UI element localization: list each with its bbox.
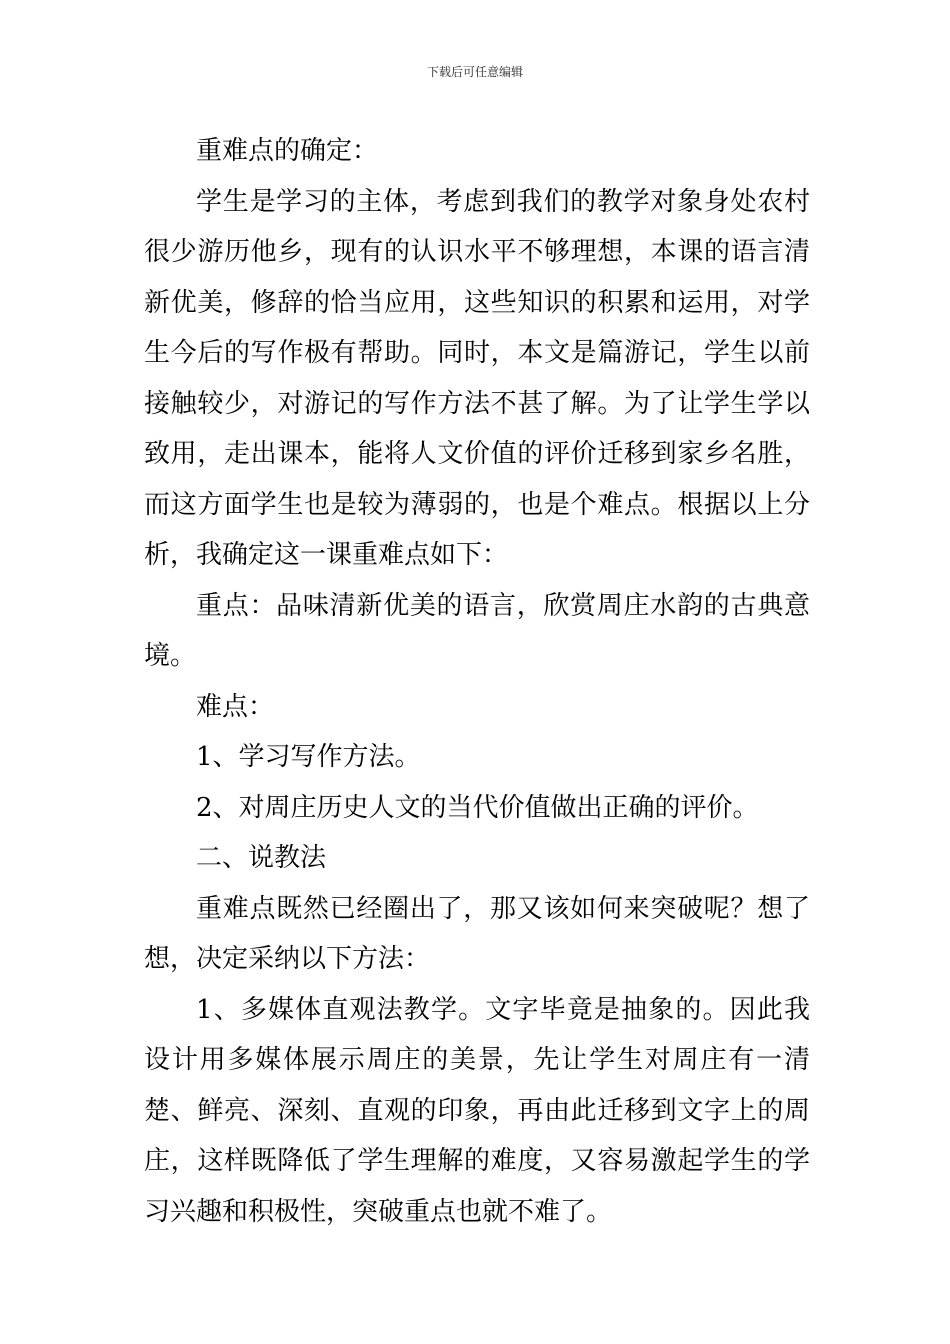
section-heading-key-points: 重难点的确定：: [196, 136, 379, 166]
paragraph-methods-intro: 重难点既然已经圈出了，那又该如何来突破呢？想了想，决定采纳以下方法：: [144, 893, 810, 974]
section-heading-teaching-methods: 二、说教法: [196, 843, 327, 873]
paragraph-analysis: 学生是学习的主体，考虑到我们的教学对象身处农村很少游历他乡，现有的认识水平不够理想，本课的语言清新优美，修辞的恰当应用，这些知识的积累和运用，对学生今后的写作极有帮助。同时，本文是篇游记，学生以前接触较少，对游记的写作方法不甚了解。为了让学生学以致用，走出课本，能将人文价值的评价迁移到家乡名胜，而这方面学生也是较为薄弱的，也是个难点。根据以上分析，我确定这一课重难点如下：: [144, 186, 810, 570]
paragraph-focus: 重点：品味清新优美的语言，欣赏周庄水韵的古典意境。: [144, 590, 810, 671]
paragraph-method-1: 1、多媒体直观法教学。文字毕竟是抽象的。因此我设计用多媒体展示周庄的美景，先让学生对周庄有一清楚、鲜亮、深刻、直观的印象，再由此迁移到文字上的周庄，这样既降低了学生理解的难度，又容易激起学生的学习兴趣和积极性，突破重点也就不难了。: [144, 994, 810, 1227]
heading-difficulties: 难点：: [196, 691, 275, 722]
list-item-difficulty-2: 2、对周庄历史人文的当代价值做出正确的评价。: [196, 792, 759, 823]
document-body: [144, 126, 810, 1237]
list-item-difficulty-1: 1、学习写作方法。: [196, 742, 421, 772]
header-note: 下载后可任意编辑: [426, 65, 523, 79]
